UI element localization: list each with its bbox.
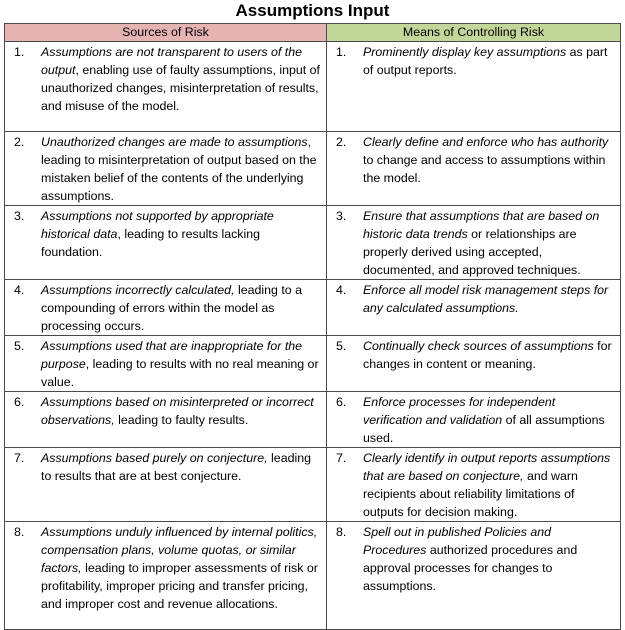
item-emphasis: Assumptions based purely on conjecture, bbox=[41, 451, 268, 465]
risk-cell bbox=[5, 42, 327, 132]
item-emphasis: Clearly define and enforce who has authority bbox=[363, 135, 609, 149]
control-cell bbox=[327, 42, 621, 132]
table-row bbox=[5, 280, 621, 336]
item-number: 4. bbox=[336, 283, 347, 297]
item-text bbox=[363, 133, 617, 187]
control-cell bbox=[327, 280, 621, 336]
control-cell bbox=[327, 206, 621, 280]
risk-cell bbox=[5, 206, 327, 280]
table-row bbox=[5, 392, 621, 448]
item-text bbox=[41, 393, 323, 429]
table-row bbox=[5, 522, 621, 630]
item-emphasis: Enforce all model risk management steps for any calculated assumptions. bbox=[363, 283, 609, 315]
item-number: 7. bbox=[336, 451, 347, 465]
item-emphasis: Continually check sources of assumptions bbox=[363, 339, 594, 353]
item-rest: leading to faulty results. bbox=[114, 413, 249, 427]
item-emphasis: Unauthorized changes are made to assumptions bbox=[41, 135, 308, 149]
item-number: 5. bbox=[14, 339, 25, 353]
item-rest: , leading to misinterpretation of output based on the mistaken belief of the contents of the underlying assumptions. bbox=[41, 135, 317, 203]
item-number: 3. bbox=[336, 209, 347, 223]
control-cell bbox=[327, 336, 621, 392]
item-text bbox=[363, 523, 617, 595]
control-cell bbox=[327, 522, 621, 630]
item-emphasis: Prominently display key assumptions bbox=[363, 45, 567, 59]
item-rest: , leading to results with no real meaning or value. bbox=[41, 357, 319, 389]
item-rest: to change and access to assumptions within the model. bbox=[363, 153, 606, 185]
item-emphasis: Assumptions not supported by appropriate historical data bbox=[41, 209, 274, 241]
risk-cell bbox=[5, 522, 327, 630]
table-row bbox=[5, 448, 621, 522]
item-number: 1. bbox=[336, 45, 347, 59]
item-rest: , leading to results lacking foundation. bbox=[41, 227, 261, 259]
item-rest: leading to improper assessments of risk or profitability, improper pricing and transfer pricing, and improper cost and revenue allocations. bbox=[41, 561, 318, 611]
item-rest: authorized procedures and approval processes for changes to assumptions. bbox=[363, 543, 578, 593]
item-text bbox=[41, 43, 323, 115]
item-emphasis: Assumptions incorrectly calculated, bbox=[41, 283, 235, 297]
item-number: 2. bbox=[14, 135, 25, 149]
item-text bbox=[363, 449, 617, 521]
table-row bbox=[5, 336, 621, 392]
table-row bbox=[5, 206, 621, 280]
item-rest: , enabling use of faulty assumptions, input of unauthorized changes, misinterpretation of results, and misuse of the model. bbox=[41, 63, 320, 113]
item-number: 8. bbox=[14, 525, 25, 539]
item-rest: for changes in content or meaning. bbox=[363, 339, 612, 371]
risk-cell bbox=[5, 280, 327, 336]
header-row bbox=[5, 24, 621, 42]
item-number: 6. bbox=[14, 395, 25, 409]
item-emphasis: Spell out in published Policies and Procedures bbox=[363, 525, 552, 557]
risk-cell bbox=[5, 392, 327, 448]
risk-cell bbox=[5, 448, 327, 522]
control-cell bbox=[327, 132, 621, 206]
assumptions-table bbox=[4, 23, 621, 630]
control-cell bbox=[327, 392, 621, 448]
item-text bbox=[363, 281, 617, 317]
item-text bbox=[41, 337, 323, 391]
item-rest: and warn recipients about reliability limitations of outputs for decision making. bbox=[363, 469, 578, 519]
sources-of-risk-header: Sources of Risk bbox=[5, 24, 327, 42]
item-emphasis: Ensure that assumptions that are based on historic data trends bbox=[363, 209, 600, 241]
item-number: 3. bbox=[14, 209, 25, 223]
item-number: 7. bbox=[14, 451, 25, 465]
item-rest: as part of output reports. bbox=[363, 45, 608, 77]
item-number: 6. bbox=[336, 395, 347, 409]
item-number: 1. bbox=[14, 45, 25, 59]
item-text bbox=[363, 337, 617, 373]
item-text bbox=[41, 449, 323, 485]
item-text bbox=[41, 281, 323, 335]
risk-cell bbox=[5, 132, 327, 206]
item-number: 8. bbox=[336, 525, 347, 539]
item-emphasis: Assumptions are not transparent to users of the output bbox=[41, 45, 303, 77]
item-text bbox=[363, 393, 617, 447]
means-of-controlling-risk-header: Means of Controlling Risk bbox=[327, 24, 621, 42]
control-cell bbox=[327, 448, 621, 522]
page-title: Assumptions Input bbox=[235, 1, 390, 20]
item-text bbox=[41, 523, 323, 613]
item-emphasis: Enforce processes for independent verification and validation bbox=[363, 395, 556, 427]
item-text bbox=[41, 207, 323, 261]
table-row bbox=[5, 42, 621, 132]
item-emphasis: Assumptions unduly influenced by internal politics, compensation plans, volume quotas, or similar factors, bbox=[41, 525, 318, 575]
item-text bbox=[363, 43, 617, 79]
item-number: 5. bbox=[336, 339, 347, 353]
risk-cell bbox=[5, 336, 327, 392]
item-emphasis: Clearly identify in output reports assumptions that are based on conjecture, bbox=[363, 451, 611, 483]
table-row bbox=[5, 132, 621, 206]
item-rest: of all assumptions used. bbox=[363, 413, 605, 445]
item-text bbox=[41, 133, 323, 205]
item-text bbox=[363, 207, 617, 279]
item-rest: leading to a compounding of errors within the model as processing occurs. bbox=[41, 283, 303, 333]
item-number: 2. bbox=[336, 135, 347, 149]
item-rest: or relationships are properly derived using accepted, documented, and approved techniques. bbox=[363, 227, 581, 277]
item-emphasis: Assumptions based on misinterpreted or incorrect observations, bbox=[41, 395, 314, 427]
item-rest: leading to results that are at best conjecture. bbox=[41, 451, 312, 483]
item-emphasis: Assumptions used that are inappropriate for the purpose bbox=[41, 339, 303, 371]
item-number: 4. bbox=[14, 283, 25, 297]
